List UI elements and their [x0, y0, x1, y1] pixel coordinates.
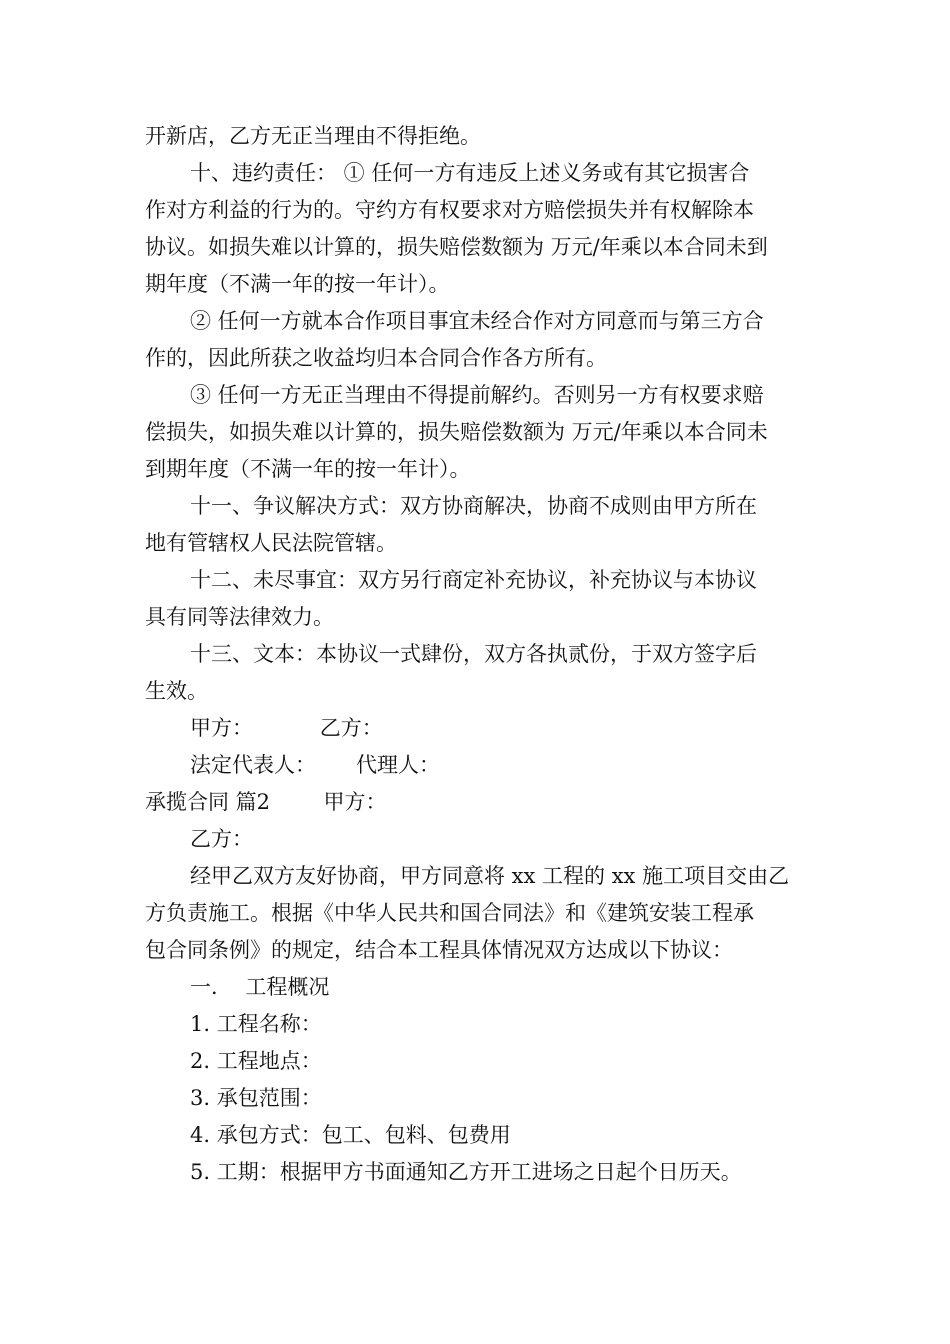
text-line: 具有同等法律效力。: [145, 605, 334, 629]
list-item-scope: 3. 承包范围：: [190, 1086, 322, 1110]
party-b-line: 乙方：: [190, 827, 253, 851]
clause-3-line: ③ 任何一方无正当理由不得提前解约。否则另一方有权要求赔: [190, 383, 764, 407]
contract-2-title-line: 承揽合同 篇2 甲方：: [145, 790, 387, 814]
text-line: 开新店，乙方无正当理由不得拒绝。: [145, 124, 481, 148]
signature-representatives-line: 法定代表人： 代理人：: [190, 753, 441, 777]
text-line: 地有管辖权人民法院管辖。: [145, 531, 397, 555]
text-line: 协议。如损失难以计算的，损失赔偿数额为 万元/年乘以本合同未到: [145, 235, 768, 259]
section-10-heading: 十、违约责任： ① 任何一方有违反上述义务或有其它损害合: [190, 161, 750, 185]
clause-2-line: ② 任何一方就本合作项目事宜未经合作对方同意而与第三方合: [190, 309, 764, 333]
section-1-heading: 一． 工程概况: [190, 975, 330, 999]
intro-paragraph-line: 经甲乙双方友好协商，甲方同意将 xx 工程的 xx 施工项目交由乙: [190, 864, 790, 888]
text-line: 作的，因此所获之收益均归本合同合作各方所有。: [145, 346, 607, 370]
text-line: 偿损失，如损失难以计算的，损失赔偿数额为 万元/年乘以本合同未: [145, 420, 768, 444]
section-12-heading: 十二、未尽事宜：双方另行商定补充协议，补充协议与本协议: [190, 568, 757, 592]
text-line: 到期年度（不满一年的按一年计）。: [145, 457, 471, 481]
list-item-project-location: 2. 工程地点：: [190, 1049, 322, 1073]
text-line: 生效。: [145, 679, 208, 703]
text-line: 包合同条例》的规定，结合本工程具体情况双方达成以下协议：: [145, 938, 733, 962]
list-item-duration: 5. 工期：根据甲方书面通知乙方开工进场之日起个日历天。: [190, 1160, 742, 1184]
list-item-contract-method: 4. 承包方式：包工、包料、包费用: [190, 1123, 511, 1147]
section-13-heading: 十三、文本：本协议一式肆份，双方各执贰份，于双方签字后: [190, 642, 757, 666]
list-item-project-name: 1. 工程名称：: [190, 1012, 322, 1036]
text-line: 作对方利益的行为的。守约方有权要求对方赔偿损失并有权解除本: [145, 198, 754, 222]
signature-parties-line: 甲方： 乙方：: [190, 716, 383, 740]
section-11-heading: 十一、争议解决方式：双方协商解决，协商不成则由甲方所在: [190, 494, 757, 518]
text-line: 期年度（不满一年的按一年计）。: [145, 272, 450, 296]
text-line: 方负责施工。根据《中华人民共和国合同法》和《建筑安装工程承: [145, 901, 754, 925]
